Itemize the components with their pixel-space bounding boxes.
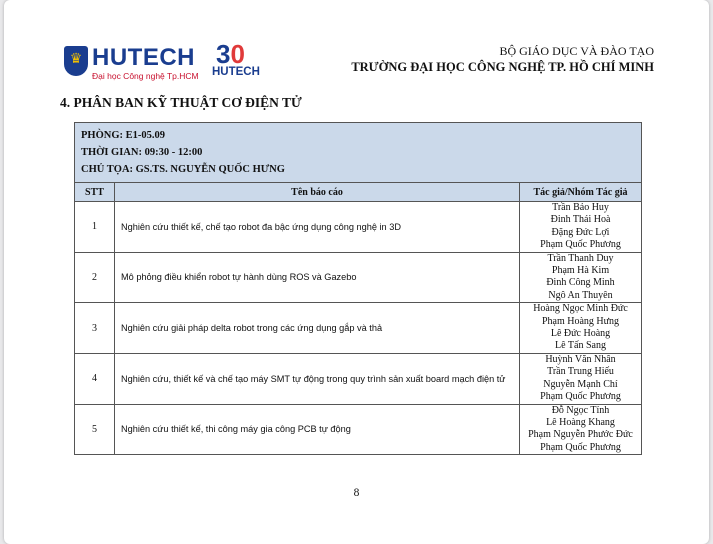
row-stt: 3: [75, 303, 115, 354]
logo-tagline: Đại học Công nghệ Tp.HCM: [92, 71, 199, 81]
author-name: Phạm Hà Kim: [551, 265, 610, 277]
row-stt: 5: [75, 404, 115, 455]
author-name: Lê Tấn Sang: [555, 340, 606, 352]
hutech-logo: [64, 39, 264, 84]
institution-header: [334, 44, 654, 75]
row-title: Mô phỏng điều khiển robot tự hành dùng ROS và Gazebo: [115, 252, 520, 303]
author-name: Lê Đức Hoàng: [550, 328, 611, 340]
row-title: Nghiên cứu thiết kế, chế tạo robot đa bậc ứng dụng công nghệ in 3D: [115, 202, 520, 253]
anniversary-logo: [212, 39, 264, 83]
row-stt: 2: [75, 252, 115, 303]
author-name: Trần Thanh Duy: [547, 252, 614, 264]
table-row: [75, 303, 642, 354]
author-name: Phạm Quốc Phương: [540, 441, 621, 453]
author-name: Trần Bảo Huy: [552, 202, 609, 213]
author-name: Đinh Công Minh: [546, 277, 615, 289]
author-name: Ngô An Thuyên: [548, 289, 613, 301]
table-body: [75, 202, 642, 455]
row-authors: [520, 353, 642, 404]
anniversary-number: 30: [216, 39, 245, 69]
session-room: PHÒNG: E1-05.09: [81, 130, 165, 141]
logo-text: HUTECH: [92, 44, 195, 71]
row-title: Nghiên cứu, thiết kế và chế tạo máy SMT tự động trong quy trình sản xuất board mạch điện tử: [115, 353, 520, 404]
shield-icon: ♛: [64, 46, 88, 76]
table-row: [75, 353, 642, 404]
author-name: Đặng Đức Lợi: [551, 226, 610, 238]
author-name: Huỳnh Văn Nhân: [545, 353, 616, 365]
table-row: [75, 404, 642, 455]
row-title: Nghiên cứu giải pháp delta robot trong các ứng dụng gắp và thả: [115, 303, 520, 354]
session-info-row: [75, 123, 642, 183]
table-row: [75, 252, 642, 303]
author-name: Đinh Thái Hoà: [550, 214, 611, 226]
author-name: Phạm Quốc Phương: [540, 239, 621, 251]
anniversary-text: HUTECH: [212, 66, 260, 78]
session-time: THỜI GIAN: 09:30 - 12:00: [81, 147, 203, 158]
row-title: Nghiên cứu thiết kế, thi công máy gia công PCB tự động: [115, 404, 520, 455]
table-header-row: [75, 183, 642, 202]
row-stt: 4: [75, 353, 115, 404]
row-stt: 1: [75, 202, 115, 253]
session-info: [75, 123, 642, 183]
row-authors: [520, 252, 642, 303]
author-name: Hoàng Ngọc Minh Đức: [533, 303, 628, 315]
row-authors: [520, 303, 642, 354]
section-title: 4. PHÂN BAN KỸ THUẬT CƠ ĐIỆN TỬ: [60, 95, 302, 110]
author-name: Phạm Quốc Phương: [540, 391, 621, 403]
row-authors: [520, 202, 642, 253]
author-name: Đỗ Ngọc Tính: [551, 404, 610, 416]
author-name: Nguyễn Mạnh Chí: [543, 378, 618, 390]
header-title: Tên báo cáo: [115, 183, 520, 202]
document-page: [4, 0, 709, 544]
header-stt: STT: [75, 183, 115, 202]
ministry-name: BỘ GIÁO DỤC VÀ ĐÀO TẠO: [499, 44, 654, 58]
university-name: TRƯỜNG ĐẠI HỌC CÔNG NGHỆ TP. HỒ CHÍ MINH: [351, 60, 654, 74]
session-chair: CHỦ TỌA: GS.TS. NGUYỄN QUỐC HƯNG: [81, 164, 285, 175]
author-name: Trần Trung Hiếu: [547, 366, 614, 378]
author-name: Lê Hoàng Khang: [546, 416, 615, 428]
page-number: 8: [353, 487, 360, 499]
header-authors: Tác giả/Nhóm Tác giả: [520, 183, 642, 202]
author-name: Phạm Nguyễn Phước Đức: [528, 429, 633, 441]
session-table: [74, 122, 642, 455]
author-name: Phạm Hoàng Hưng: [541, 315, 620, 327]
row-authors: [520, 404, 642, 455]
table-row: [75, 202, 642, 253]
